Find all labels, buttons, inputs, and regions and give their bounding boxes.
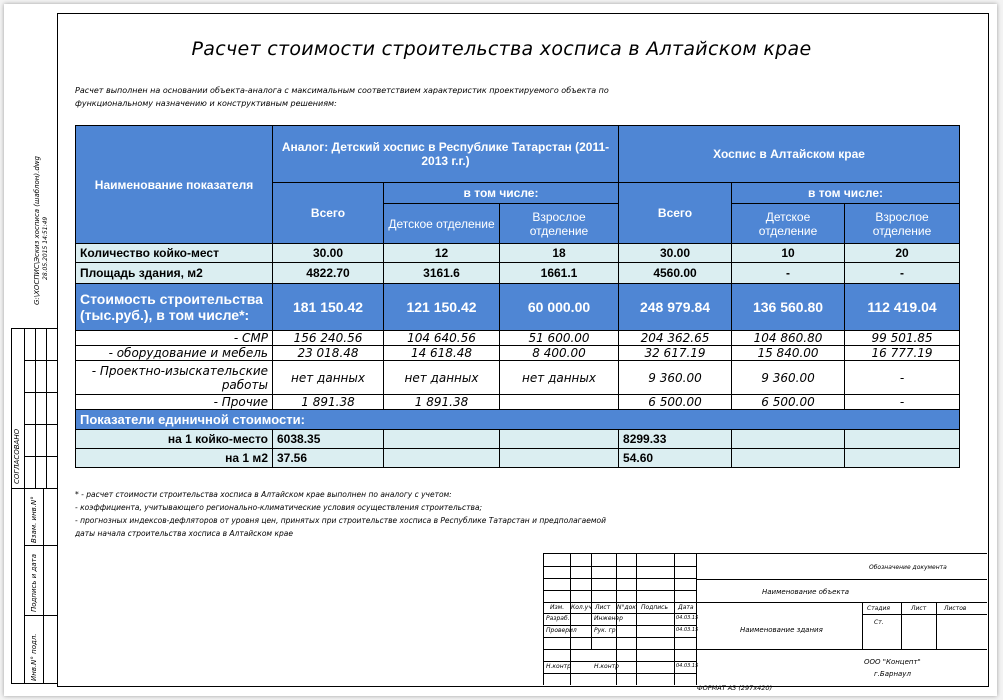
cell: 248 979.84 — [619, 284, 732, 331]
listov-label: Листов — [944, 605, 967, 612]
row-label: на 1 м2 — [76, 449, 273, 468]
table-row — [76, 430, 960, 449]
row-label: - Проектно-изыскательские работы — [76, 361, 273, 395]
cell: 16 777.19 — [845, 346, 960, 361]
cell: - — [845, 395, 960, 410]
cell: 14 618.48 — [384, 346, 500, 361]
side-podp-data: Подпись и дата — [30, 554, 38, 612]
cell: 60 000.00 — [500, 284, 619, 331]
cell — [732, 430, 845, 449]
side-agreed: СОГЛАСОВАНО — [13, 428, 21, 484]
cell: 6 500.00 — [732, 395, 845, 410]
table-row — [76, 395, 960, 410]
company-name: ООО "Концепт" — [864, 658, 921, 666]
cell: - — [845, 361, 960, 395]
table-row — [76, 410, 960, 430]
cell: 1661.1 — [500, 263, 619, 284]
cell — [500, 430, 619, 449]
row-label: Площадь здания, м2 — [76, 263, 273, 284]
format-label: ФОРМАТ А3 (297x420) — [697, 684, 773, 692]
col-ndok: N°док — [617, 604, 636, 611]
building-name-label: Наименование здания — [740, 626, 823, 634]
cell — [845, 449, 960, 468]
doc-designation-label: Обозначение документа — [869, 564, 947, 571]
header-total-altai: Всего — [619, 183, 732, 244]
row-label: - СМР — [76, 331, 273, 346]
cell: 18 — [500, 244, 619, 263]
cell — [384, 449, 500, 468]
header-adult-altai: Взрослое отделение — [845, 204, 960, 244]
nkontr-label: Н.контр — [546, 663, 571, 670]
cell: 23 018.48 — [273, 346, 384, 361]
header-total-analog: Всего — [273, 183, 384, 244]
table-row — [76, 244, 960, 263]
cell — [384, 430, 500, 449]
cell: - — [845, 263, 960, 284]
cell: 20 — [845, 244, 960, 263]
nkontr-name: Н.контр — [594, 663, 619, 670]
header-analog: Аналог: Детский хоспис в Республике Татарстан (2011-2013 г.г.) — [273, 126, 619, 183]
cell — [845, 430, 960, 449]
cell: 32 617.19 — [619, 346, 732, 361]
cell: 9 360.00 — [619, 361, 732, 395]
side-inv: Инв.N° подл. — [30, 633, 38, 681]
col-podp: Подпись — [641, 604, 668, 611]
cell: 51 600.00 — [500, 331, 619, 346]
razrab-date: 04.03.15 — [676, 615, 699, 621]
cell: 30.00 — [273, 244, 384, 263]
document-title: Расчет стоимости строительства хосписа в Алтайском крае — [191, 38, 812, 60]
cell: 181 150.42 — [273, 284, 384, 331]
footnote-line: даты начала строительства хосписа в Алтайском крае — [75, 529, 293, 538]
col-data: Дата — [678, 604, 694, 611]
nkontr-date: 04.03.15 — [676, 663, 699, 669]
cell: 6 500.00 — [619, 395, 732, 410]
cell: 112 419.04 — [845, 284, 960, 331]
cell: 37.56 — [273, 449, 384, 468]
cell: 4822.70 — [273, 263, 384, 284]
cell: 99 501.85 — [845, 331, 960, 346]
header-altai: Хоспис в Алтайском крае — [619, 126, 960, 183]
cell: 10 — [732, 244, 845, 263]
row-label: Количество койко-мест — [76, 244, 273, 263]
cell: 104 860.80 — [732, 331, 845, 346]
prover-label: Проверил — [546, 627, 577, 634]
cell: нет данных — [273, 361, 384, 395]
cell: - — [732, 263, 845, 284]
cell: 4560.00 — [619, 263, 732, 284]
list-label: Лист — [911, 605, 927, 612]
header-indicator: Наименование показателя — [76, 126, 273, 244]
cell: 3161.6 — [384, 263, 500, 284]
company-city: г.Барнаул — [874, 670, 911, 678]
cell — [500, 449, 619, 468]
cell: 121 150.42 — [384, 284, 500, 331]
cell: нет данных — [384, 361, 500, 395]
header-incl-analog: в том числе: — [384, 183, 619, 204]
table-row — [76, 263, 960, 284]
side-file-date: 28.05.2015 14:51:49 — [42, 216, 49, 280]
col-izm: Изм. — [550, 604, 565, 611]
row-label: - Прочие — [76, 395, 273, 410]
unit-cost-header: Показатели единичной стоимости: — [76, 410, 960, 430]
table-row — [76, 361, 960, 395]
cell: 1 891.38 — [273, 395, 384, 410]
cell: 6038.35 — [273, 430, 384, 449]
title-block — [543, 553, 987, 685]
cell: 1 891.38 — [384, 395, 500, 410]
table-row — [76, 346, 960, 361]
col-kol: Кол.уч — [571, 604, 592, 611]
cell: 8299.33 — [619, 430, 732, 449]
cell: 8 400.00 — [500, 346, 619, 361]
header-child-analog: Детское отделение — [384, 204, 500, 244]
cell: 104 640.56 — [384, 331, 500, 346]
intro-text: Расчет выполнен на основании объекта-аналога с максимальным соответствием характеристик проектируемого объекта по функциональному назначению и конструктивным решениям: — [75, 86, 609, 108]
prover-date: 04.03.15 — [676, 627, 699, 633]
cell: 136 560.80 — [732, 284, 845, 331]
cell — [500, 395, 619, 410]
cell: 30.00 — [619, 244, 732, 263]
cost-table — [75, 125, 960, 468]
razrab-label: Разраб. — [546, 615, 570, 622]
razrab-name: Инженер — [594, 615, 623, 622]
col-list: Лист — [595, 604, 611, 611]
cell — [732, 449, 845, 468]
stadia-label: Стадия — [867, 605, 891, 612]
prover-name: Рук. гр. — [594, 627, 618, 634]
header-adult-analog: Взрослое отделение — [500, 204, 619, 244]
footnote-line: - прогнозных индексов-дефляторов от уровня цен, принятых при строительстве хосписа в Республике Татарстан и предполагаемой — [75, 516, 606, 525]
cell: 204 362.65 — [619, 331, 732, 346]
row-label: - оборудование и мебель — [76, 346, 273, 361]
header-incl-altai: в том числе: — [732, 183, 960, 204]
cell: 9 360.00 — [732, 361, 845, 395]
side-file-path: G:\ХОСПИС\Эскиз хосписа (шаблон).dwg — [33, 156, 41, 305]
stadia-value: Ст. — [874, 619, 884, 626]
row-label: Стоимость строительства (тыс.руб.), в том числе*: — [76, 284, 273, 331]
table-row — [76, 331, 960, 346]
side-vzam: Взам. инв.N° — [30, 496, 38, 543]
row-label: на 1 койко-место — [76, 430, 273, 449]
footnote-line: - коэффициента, учитывающего регионально-климатические условия осуществления строительства; — [75, 503, 483, 512]
table-row — [76, 284, 960, 331]
table-row — [76, 449, 960, 468]
cell: 156 240.56 — [273, 331, 384, 346]
footnote-line: * - расчет стоимости строительства хосписа в Алтайском крае выполнен по аналогу с учетом: — [75, 490, 452, 499]
cell: 15 840.00 — [732, 346, 845, 361]
header-child-altai: Детское отделение — [732, 204, 845, 244]
object-name-label: Наименование объекта — [762, 588, 850, 596]
cell: 54.60 — [619, 449, 732, 468]
cell: нет данных — [500, 361, 619, 395]
footnotes — [75, 488, 675, 540]
cell: 12 — [384, 244, 500, 263]
